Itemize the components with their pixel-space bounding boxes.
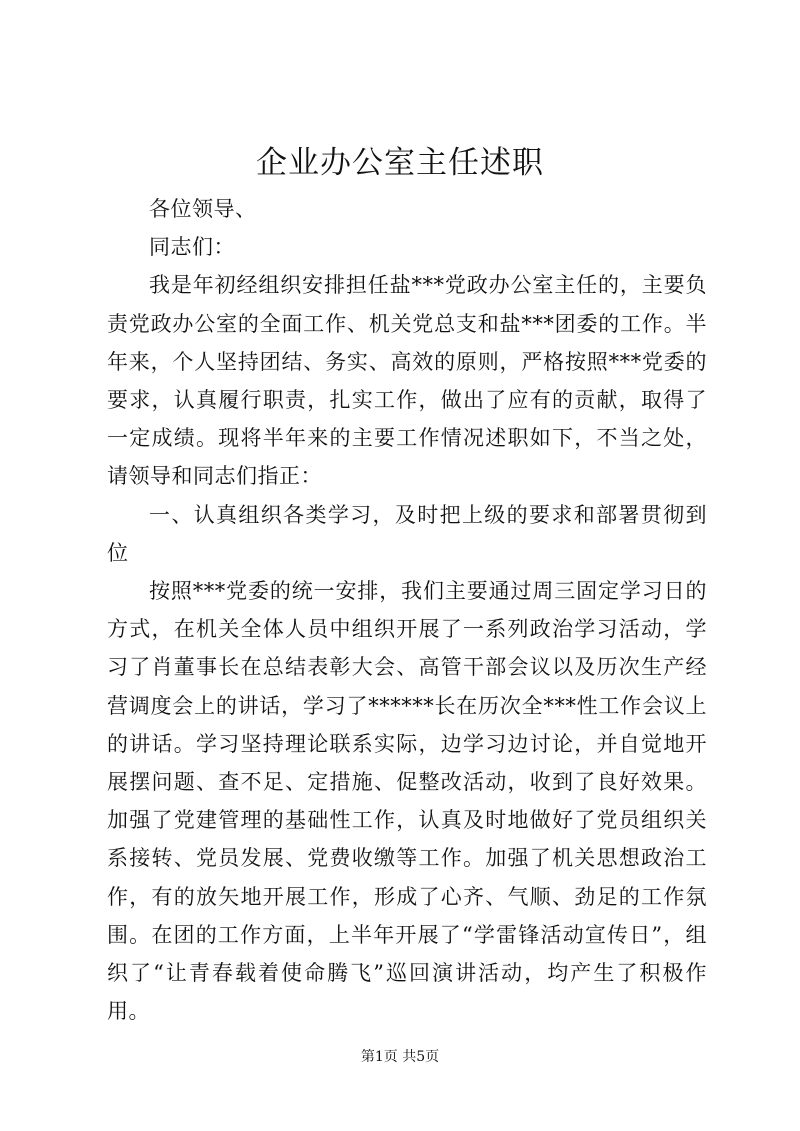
salutation-line-2: 同志们： xyxy=(149,235,235,260)
page-number-footer: 第1页 共5页 xyxy=(360,1049,440,1065)
salutation-line-1: 各位领导、 xyxy=(149,197,257,221)
document-title: 企业办公室主任述职 xyxy=(256,145,544,181)
section-heading: 一、认真组织各类学习，及时把上级的要求和部署贯彻到位 xyxy=(107,502,707,565)
section-paragraph: 按照***党委的统一安排，我们主要通过周三固定学习日的方式，在机关全体人员中组织开展了一系列政治学习活动，学习了肖董事长在总结表彰大会、高管干部会议以及历次生产经营调度会上的讲话，学习了******长在历次全***性工作会议上的讲话。学习坚持理论联系实际，边学习边讨论，并自觉地开展摆问题、查不足、定措施、促整改活动，收到了良好效果。加强了党建管理的基础性工作，认真及时地做好了党员组织关系接转、党员发展、党费收缴等工作。加强了机关思想政治工作，有的放矢地开展工作，形成了心齐、气顺、劲足的工作氛围。在团的工作方面，上半年开展了“学雷锋活动宣传日”，组织了“让青春载着使命腾飞”巡回演讲活动，均产生了积极作用。 xyxy=(107,579,707,1024)
document-body xyxy=(107,190,707,1030)
intro-paragraph: 我是年初经组织安排担任盐***党政办公室主任的，主要负责党政办公室的全面工作、机关党总支和盐***团委的工作。半年来，个人坚持团结、务实、高效的原则，严格按照***党委的要求，认真履行职责，扎实工作，做出了应有的贡献，取得了一定成绩。现将半年来的主要工作情况述职如下，不当之处，请领导和同志们指正： xyxy=(107,273,707,489)
